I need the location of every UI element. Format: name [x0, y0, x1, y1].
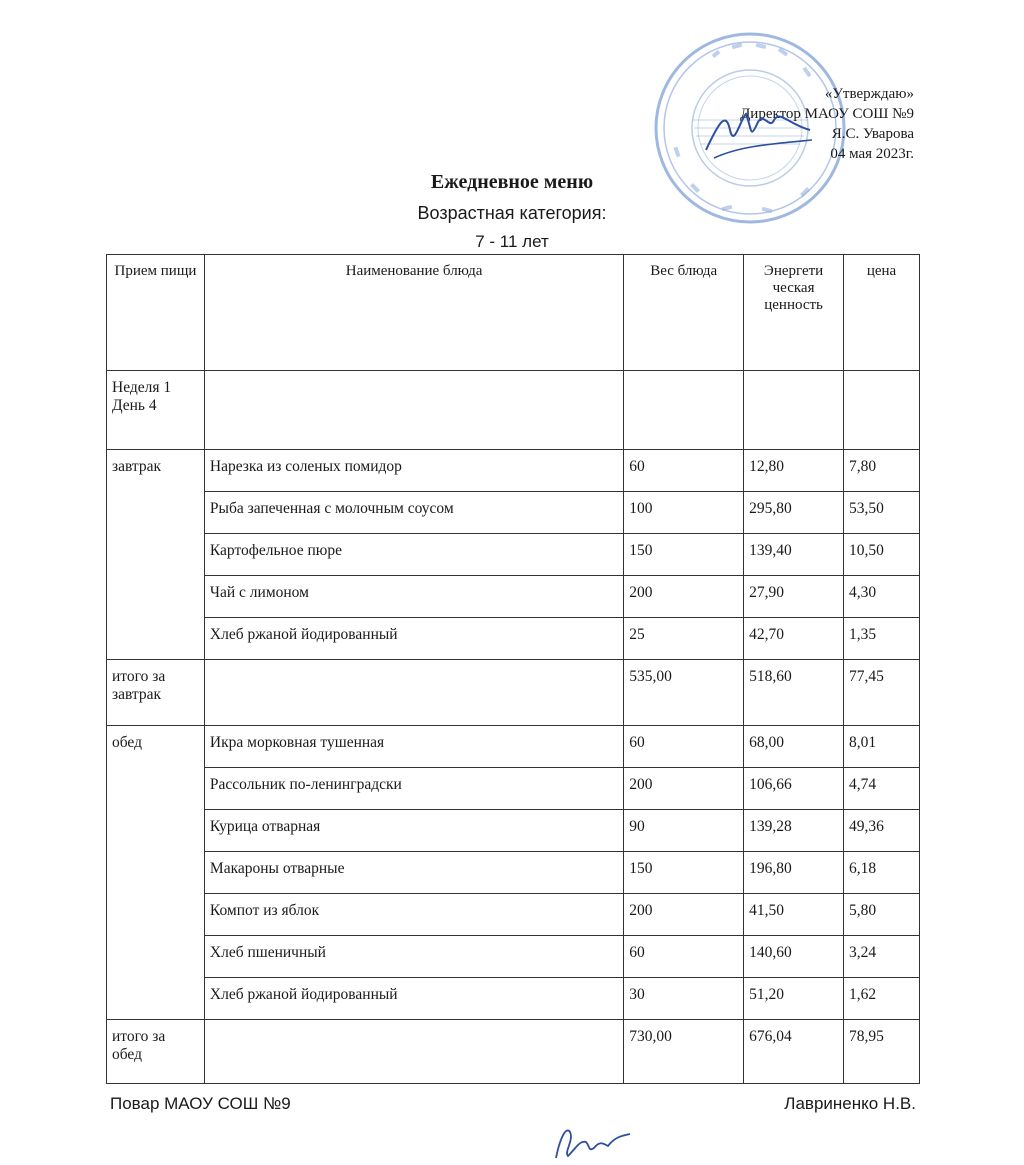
age-category-label: Возрастная категория:	[417, 203, 607, 223]
dish-cell: Рыба запеченная с молочным соусом	[204, 492, 623, 534]
header-price: цена	[844, 255, 920, 371]
footer-cook-name: Лавриненко Н.В.	[784, 1094, 916, 1113]
energy-cell: 41,50	[744, 894, 844, 936]
weight-cell: 60	[624, 726, 744, 768]
dish-cell: Нарезка из соленых помидор	[204, 450, 623, 492]
total-weight: 535,00	[624, 660, 744, 726]
header-meal: Прием пищи	[107, 255, 205, 371]
energy-cell: 295,80	[744, 492, 844, 534]
price-cell: 7,80	[844, 450, 920, 492]
price-cell: 1,62	[844, 978, 920, 1020]
energy-cell: 68,00	[744, 726, 844, 768]
header-energy: Энергети ческая ценность	[744, 255, 844, 371]
energy-cell: 139,40	[744, 534, 844, 576]
table-row	[107, 810, 920, 852]
page-title: Ежедневное меню	[430, 171, 594, 193]
table-row	[107, 726, 920, 768]
dish-cell: Компот из яблок	[204, 894, 623, 936]
total-price: 77,45	[844, 660, 920, 726]
total-energy: 518,60	[744, 660, 844, 726]
approval-name: Я.С. Уварова	[831, 126, 914, 142]
energy-cell: 139,28	[744, 810, 844, 852]
dish-cell: Рассольник по-ленинградски	[204, 768, 623, 810]
price-cell: 1,35	[844, 618, 920, 660]
dish-cell: Курица отварная	[204, 810, 623, 852]
header-dish: Наименование блюда	[204, 255, 623, 371]
cook-signature	[546, 1118, 636, 1165]
approval-date: 04 мая 2023г.	[830, 146, 914, 162]
total-energy: 676,04	[744, 1020, 844, 1084]
energy-cell: 12,80	[744, 450, 844, 492]
weight-cell: 30	[624, 978, 744, 1020]
total-weight: 730,00	[624, 1020, 744, 1084]
energy-cell: 42,70	[744, 618, 844, 660]
week-day-cell: Неделя 1 День 4	[107, 371, 205, 450]
price-cell: 53,50	[844, 492, 920, 534]
table-row	[107, 768, 920, 810]
table-row	[107, 852, 920, 894]
table-row	[107, 618, 920, 660]
table-row	[107, 450, 920, 492]
weight-cell: 60	[624, 936, 744, 978]
weight-cell: 60	[624, 450, 744, 492]
price-cell: 4,74	[844, 768, 920, 810]
director-signature	[700, 100, 820, 170]
weight-cell: 100	[624, 492, 744, 534]
price-cell: 8,01	[844, 726, 920, 768]
total-price: 78,95	[844, 1020, 920, 1084]
weight-cell: 25	[624, 618, 744, 660]
price-cell: 49,36	[844, 810, 920, 852]
table-row	[107, 492, 920, 534]
approval-position: Директор МАОУ СОШ №9	[740, 106, 914, 122]
price-cell: 5,80	[844, 894, 920, 936]
dish-cell: Чай с лимоном	[204, 576, 623, 618]
dish-cell: Хлеб ржаной йодированный	[204, 978, 623, 1020]
weight-cell: 150	[624, 534, 744, 576]
lunch-total-row	[107, 1020, 920, 1084]
weight-cell: 200	[624, 768, 744, 810]
dish-cell: Макароны отварные	[204, 852, 623, 894]
weight-cell: 200	[624, 894, 744, 936]
energy-cell: 140,60	[744, 936, 844, 978]
dish-cell: Икра морковная тушенная	[204, 726, 623, 768]
price-cell: 10,50	[844, 534, 920, 576]
breakfast-total-row	[107, 660, 920, 726]
meal-breakfast: завтрак	[107, 450, 205, 660]
total-label: итого за обед	[107, 1020, 205, 1084]
dish-cell: Картофельное пюре	[204, 534, 623, 576]
week-day-row	[107, 371, 920, 450]
table-row	[107, 936, 920, 978]
table-row	[107, 534, 920, 576]
meal-lunch: обед	[107, 726, 205, 1020]
energy-cell: 27,90	[744, 576, 844, 618]
table-header-row	[107, 255, 920, 371]
energy-cell: 196,80	[744, 852, 844, 894]
weight-cell: 150	[624, 852, 744, 894]
price-cell: 6,18	[844, 852, 920, 894]
header-weight: Вес блюда	[624, 255, 744, 371]
table-row	[107, 576, 920, 618]
price-cell: 4,30	[844, 576, 920, 618]
dish-cell: Хлеб ржаной йодированный	[204, 618, 623, 660]
dish-cell: Хлеб пшеничный	[204, 936, 623, 978]
table-row	[107, 894, 920, 936]
table-row	[107, 978, 920, 1020]
approval-title: «Утверждаю»	[824, 86, 914, 102]
menu-table	[106, 254, 920, 1084]
weight-cell: 90	[624, 810, 744, 852]
price-cell: 3,24	[844, 936, 920, 978]
age-range: 7 - 11 лет	[475, 232, 549, 251]
energy-cell: 106,66	[744, 768, 844, 810]
total-label: итого за завтрак	[107, 660, 205, 726]
energy-cell: 51,20	[744, 978, 844, 1020]
footer-cook-title: Повар МАОУ СОШ №9	[110, 1094, 291, 1113]
weight-cell: 200	[624, 576, 744, 618]
